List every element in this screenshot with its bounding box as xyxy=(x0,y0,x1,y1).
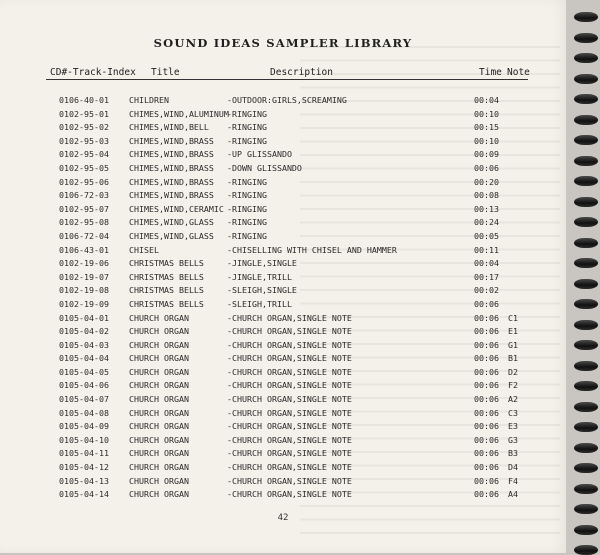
title-cell: CHIMES,WIND,BELL xyxy=(129,122,209,133)
title-cell: CHIMES,WIND,BRASS xyxy=(129,190,214,201)
time-cell: 00:15 xyxy=(474,122,499,133)
note-cell: A2 xyxy=(508,394,518,405)
note-cell: E1 xyxy=(508,326,518,337)
description-cell: -CHURCH ORGAN,SINGLE NOTE xyxy=(227,394,352,405)
time-cell: 00:06 xyxy=(474,475,499,486)
cd-track-index-cell: 0105-04-12 xyxy=(59,462,109,473)
column-header-cd-track-index: CD#-Track-Index xyxy=(50,67,136,78)
description-cell: -CHURCH ORGAN,SINGLE NOTE xyxy=(227,407,352,418)
table-row xyxy=(0,380,566,394)
description-cell: -RINGING xyxy=(227,190,267,201)
title-cell: CHIMES,WIND,BRASS xyxy=(129,162,214,173)
table-row xyxy=(0,462,566,476)
time-cell: 00:06 xyxy=(474,312,499,323)
binding-ring xyxy=(574,74,598,84)
binding-ring xyxy=(574,94,598,104)
cd-track-index-cell: 0102-95-01 xyxy=(59,108,109,119)
time-cell: 00:06 xyxy=(474,434,499,445)
title-cell: CHURCH ORGAN xyxy=(129,475,189,486)
title-cell: CHURCH ORGAN xyxy=(129,407,189,418)
table-row xyxy=(0,394,566,408)
time-cell: 00:10 xyxy=(474,135,499,146)
binding-ring xyxy=(574,299,598,309)
title-cell: CHRISTMAS BELLS xyxy=(129,298,204,309)
description-cell: -RINGING xyxy=(227,122,267,133)
cd-track-index-cell: 0105-04-01 xyxy=(59,312,109,323)
binding-ring xyxy=(574,238,598,248)
cd-track-index-cell: 0102-19-08 xyxy=(59,285,109,296)
binding-ring xyxy=(574,12,598,22)
description-cell: -UP GLISSANDO xyxy=(227,149,292,160)
binding-ring xyxy=(574,545,598,555)
title-cell: CHURCH ORGAN xyxy=(129,421,189,432)
table-row xyxy=(0,272,566,286)
binding-ring xyxy=(574,340,598,350)
cd-track-index-cell: 0102-95-04 xyxy=(59,149,109,160)
time-cell: 00:08 xyxy=(474,190,499,201)
cd-track-index-cell: 0102-95-06 xyxy=(59,176,109,187)
header-rule xyxy=(46,79,528,80)
title-cell: CHIMES,WIND,CERAMIC xyxy=(129,203,224,214)
time-cell: 00:02 xyxy=(474,285,499,296)
time-cell: 00:06 xyxy=(474,366,499,377)
time-cell: 00:06 xyxy=(474,353,499,364)
cd-track-index-cell: 0106-43-01 xyxy=(59,244,109,255)
time-cell: 00:20 xyxy=(474,176,499,187)
description-cell: -CHURCH ORGAN,SINGLE NOTE xyxy=(227,462,352,473)
table-row xyxy=(0,109,566,123)
description-cell: -CHURCH ORGAN,SINGLE NOTE xyxy=(227,489,352,500)
cd-track-index-cell: 0102-19-06 xyxy=(59,258,109,269)
binding-ring xyxy=(574,525,598,535)
cd-track-index-cell: 0105-04-03 xyxy=(59,339,109,350)
title-cell: CHIMES,WIND,GLASS xyxy=(129,217,214,228)
binding-ring xyxy=(574,197,598,207)
cd-track-index-cell: 0105-04-11 xyxy=(59,448,109,459)
cd-track-index-cell: 0102-95-03 xyxy=(59,135,109,146)
table-row xyxy=(0,435,566,449)
table-row xyxy=(0,217,566,231)
time-cell: 00:06 xyxy=(474,489,499,500)
title-cell: CHURCH ORGAN xyxy=(129,462,189,473)
time-cell: 00:04 xyxy=(474,258,499,269)
title-cell: CHIMES,WIND,BRASS xyxy=(129,176,214,187)
cd-track-index-cell: 0105-04-13 xyxy=(59,475,109,486)
description-cell: -CHURCH ORGAN,SINGLE NOTE xyxy=(227,380,352,391)
binding-ring xyxy=(574,320,598,330)
table-row xyxy=(0,95,566,109)
binding-ring xyxy=(574,176,598,186)
title-cell: CHIMES,WIND,ALUMINUM xyxy=(129,108,229,119)
title-cell: CHURCH ORGAN xyxy=(129,353,189,364)
binding-ring xyxy=(574,484,598,494)
table-row xyxy=(0,204,566,218)
cd-track-index-cell: 0105-04-08 xyxy=(59,407,109,418)
description-cell: -CHISELLING WITH CHISEL AND HAMMER xyxy=(227,244,397,255)
cd-track-index-cell: 0105-04-14 xyxy=(59,489,109,500)
column-header-title: Title xyxy=(151,67,180,78)
title-cell: CHURCH ORGAN xyxy=(129,394,189,405)
table-row xyxy=(0,163,566,177)
description-cell: -CHURCH ORGAN,SINGLE NOTE xyxy=(227,339,352,350)
time-cell: 00:10 xyxy=(474,108,499,119)
time-cell: 00:06 xyxy=(474,462,499,473)
description-cell: -RINGING xyxy=(227,108,267,119)
cd-track-index-cell: 0105-04-06 xyxy=(59,380,109,391)
table-row xyxy=(0,136,566,150)
cd-track-index-cell: 0105-04-09 xyxy=(59,421,109,432)
title-cell: CHURCH ORGAN xyxy=(129,489,189,500)
binding-ring xyxy=(574,156,598,166)
table-row xyxy=(0,367,566,381)
time-cell: 00:06 xyxy=(474,448,499,459)
cd-track-index-cell: 0102-19-09 xyxy=(59,298,109,309)
title-cell: CHURCH ORGAN xyxy=(129,434,189,445)
binding-ring xyxy=(574,422,598,432)
time-cell: 00:06 xyxy=(474,394,499,405)
description-cell: -RINGING xyxy=(227,217,267,228)
time-cell: 00:09 xyxy=(474,149,499,160)
table-row xyxy=(0,258,566,272)
binding-ring xyxy=(574,217,598,227)
cd-track-index-cell: 0106-40-01 xyxy=(59,95,109,105)
note-cell: G3 xyxy=(508,434,518,445)
binding-ring xyxy=(574,135,598,145)
time-cell: 00:06 xyxy=(474,298,499,309)
time-cell: 00:11 xyxy=(474,244,499,255)
description-cell: -OUTDOOR:GIRLS,SCREAMING xyxy=(227,95,347,105)
note-cell: F2 xyxy=(508,380,518,391)
title-cell: CHIMES,WIND,BRASS xyxy=(129,135,214,146)
title-cell: CHURCH ORGAN xyxy=(129,380,189,391)
column-header-note: Note xyxy=(507,67,530,78)
binding-ring xyxy=(574,115,598,125)
binding-ring xyxy=(574,443,598,453)
binding-ring xyxy=(574,504,598,514)
cd-track-index-cell: 0105-04-10 xyxy=(59,434,109,445)
cd-track-index-cell: 0105-04-04 xyxy=(59,353,109,364)
table-row xyxy=(0,299,566,313)
table-row xyxy=(0,285,566,299)
title-cell: CHILDREN xyxy=(129,95,169,105)
spiral-binding xyxy=(566,0,600,553)
time-cell: 00:13 xyxy=(474,203,499,214)
column-header-time: Time xyxy=(479,67,502,78)
note-cell: G1 xyxy=(508,339,518,350)
time-cell: 00:06 xyxy=(474,421,499,432)
description-cell: -CHURCH ORGAN,SINGLE NOTE xyxy=(227,475,352,486)
page-number: 42 xyxy=(277,513,289,523)
time-cell: 00:06 xyxy=(474,162,499,173)
cd-track-index-cell: 0102-95-05 xyxy=(59,162,109,173)
description-cell: -RINGING xyxy=(227,135,267,146)
table-row xyxy=(0,231,566,245)
title-cell: CHURCH ORGAN xyxy=(129,448,189,459)
cd-track-index-cell: 0102-95-08 xyxy=(59,217,109,228)
title-cell: CHURCH ORGAN xyxy=(129,312,189,323)
description-cell: -CHURCH ORGAN,SINGLE NOTE xyxy=(227,434,352,445)
time-cell: 00:17 xyxy=(474,271,499,282)
time-cell: 00:05 xyxy=(474,230,499,241)
note-cell: C1 xyxy=(508,312,518,323)
description-cell: -SLEIGH,TRILL xyxy=(227,298,292,309)
note-cell: A4 xyxy=(508,489,518,500)
binding-ring xyxy=(574,279,598,289)
time-cell: 00:06 xyxy=(474,326,499,337)
binding-ring xyxy=(574,53,598,63)
cd-track-index-cell: 0102-95-02 xyxy=(59,122,109,133)
table-row xyxy=(0,149,566,163)
table-row xyxy=(0,190,566,204)
title-cell: CHURCH ORGAN xyxy=(129,339,189,350)
time-cell: 00:04 xyxy=(474,95,499,105)
title-cell: CHRISTMAS BELLS xyxy=(129,271,204,282)
title-cell: CHIMES,WIND,BRASS xyxy=(129,149,214,160)
cd-track-index-cell: 0105-04-02 xyxy=(59,326,109,337)
table-row xyxy=(0,489,566,503)
note-cell: F4 xyxy=(508,475,518,486)
column-header-description: Description xyxy=(270,67,333,78)
description-cell: -SLEIGH,SINGLE xyxy=(227,285,297,296)
description-cell: -RINGING xyxy=(227,203,267,214)
title-cell: CHIMES,WIND,GLASS xyxy=(129,230,214,241)
description-cell: -JINGLE,SINGLE xyxy=(227,258,297,269)
note-cell: B1 xyxy=(508,353,518,364)
description-cell: -RINGING xyxy=(227,230,267,241)
table-row xyxy=(0,326,566,340)
table-row xyxy=(0,340,566,354)
binding-ring xyxy=(574,402,598,412)
table-row xyxy=(0,245,566,259)
title-cell: CHRISTMAS BELLS xyxy=(129,285,204,296)
cd-track-index-cell: 0102-19-07 xyxy=(59,271,109,282)
cd-track-index-cell: 0106-72-03 xyxy=(59,190,109,201)
binding-ring xyxy=(574,33,598,43)
page-title: SOUND IDEAS SAMPLER LIBRARY xyxy=(153,36,413,50)
description-cell: -JINGLE,TRILL xyxy=(227,271,292,282)
cd-track-index-cell: 0105-04-05 xyxy=(59,366,109,377)
binding-ring xyxy=(574,258,598,268)
time-cell: 00:06 xyxy=(474,380,499,391)
description-cell: -CHURCH ORGAN,SINGLE NOTE xyxy=(227,326,352,337)
title-cell: CHISEL xyxy=(129,244,159,255)
cd-track-index-cell: 0102-95-07 xyxy=(59,203,109,214)
note-cell: E3 xyxy=(508,421,518,432)
table-row xyxy=(0,353,566,367)
table-row xyxy=(0,177,566,191)
description-cell: -CHURCH ORGAN,SINGLE NOTE xyxy=(227,421,352,432)
table-row xyxy=(0,313,566,327)
binding-ring xyxy=(574,381,598,391)
time-cell: 00:24 xyxy=(474,217,499,228)
description-cell: -CHURCH ORGAN,SINGLE NOTE xyxy=(227,366,352,377)
table-row xyxy=(0,476,566,490)
title-cell: CHURCH ORGAN xyxy=(129,366,189,377)
table-row xyxy=(0,122,566,136)
table-row xyxy=(0,448,566,462)
description-cell: -CHURCH ORGAN,SINGLE NOTE xyxy=(227,448,352,459)
note-cell: D4 xyxy=(508,462,518,473)
note-cell: D2 xyxy=(508,366,518,377)
title-cell: CHURCH ORGAN xyxy=(129,326,189,337)
binding-ring xyxy=(574,361,598,371)
title-cell: CHRISTMAS BELLS xyxy=(129,258,204,269)
binding-ring xyxy=(574,463,598,473)
track-list xyxy=(0,95,566,503)
description-cell: -CHURCH ORGAN,SINGLE NOTE xyxy=(227,353,352,364)
note-cell: B3 xyxy=(508,448,518,459)
description-cell: -CHURCH ORGAN,SINGLE NOTE xyxy=(227,312,352,323)
description-cell: -RINGING xyxy=(227,176,267,187)
cd-track-index-cell: 0105-04-07 xyxy=(59,394,109,405)
cd-track-index-cell: 0106-72-04 xyxy=(59,230,109,241)
time-cell: 00:06 xyxy=(474,407,499,418)
time-cell: 00:06 xyxy=(474,339,499,350)
description-cell: -DOWN GLISSANDO xyxy=(227,162,302,173)
table-row xyxy=(0,421,566,435)
table-row xyxy=(0,408,566,422)
note-cell: C3 xyxy=(508,407,518,418)
